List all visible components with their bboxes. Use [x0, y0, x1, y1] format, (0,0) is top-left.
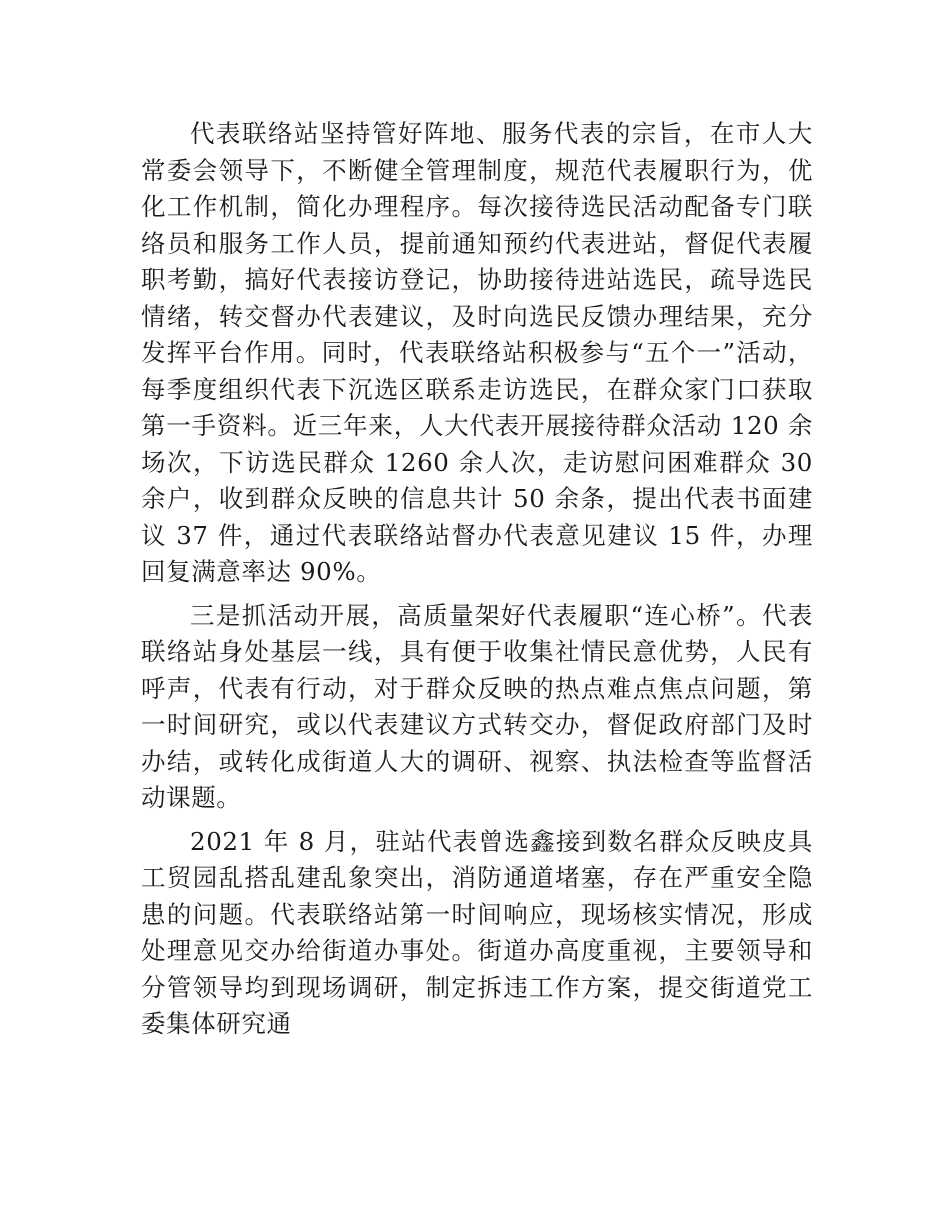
paragraph-2021-case: 2021 年 8 月，驻站代表曾选鑫接到数名群众反映皮具工贸园乱搭乱建乱象突出，消防通道堵塞，存在严重安全隐患的问题。代表联络站第一时间响应，现场核实情况，形成处理意见交办给街道办事处。街道办高度重视，主要领导和分管领导均到现场调研，制定拆违工作方案，提交街道党工委集体研究通 — [141, 826, 813, 1038]
paragraph-activity-development: 三是抓活动开展，高质量架好代表履职“连心桥”。代表联络站身处基层一线，具有便于收集社情民意优势，人民有呼声，代表有行动，对于群众反映的热点难点焦点问题，第一时间研究，或以代表建议方式转交办，督促政府部门及时办结，或转化成街道人大的调研、视察、执法检查等监督活动课题。 — [141, 600, 813, 812]
document-page — [141, 116, 813, 1043]
paragraph-liaison-station-work: 代表联络站坚持管好阵地、服务代表的宗旨，在市人大常委会领导下，不断健全管理制度，规范代表履职行为，优化工作机制，简化办理程序。每次接待选民活动配备专门联络员和服务工作人员，提前通知预约代表进站，督促代表履职考勤，搞好代表接访登记，协助接待进站选民，疏导选民情绪，转交督办代表建议，及时向选民反馈办理结果，充分发挥平台作用。同时，代表联络站积极参与“五个一”活动，每季度组织代表下沉选区联系走访选民，在群众家门口获取第一手资料。近三年来，人大代表开展接待群众活动 120 余场次，下访选民群众 1260 余人次，走访慰问困难群众 30 余户，收到群众反映的信息共计 50 余条，提出代表书面建议 37 件，通过代表联络站督办代表意见建议 15 件，办理回复满意率达 90%。 — [141, 119, 813, 586]
